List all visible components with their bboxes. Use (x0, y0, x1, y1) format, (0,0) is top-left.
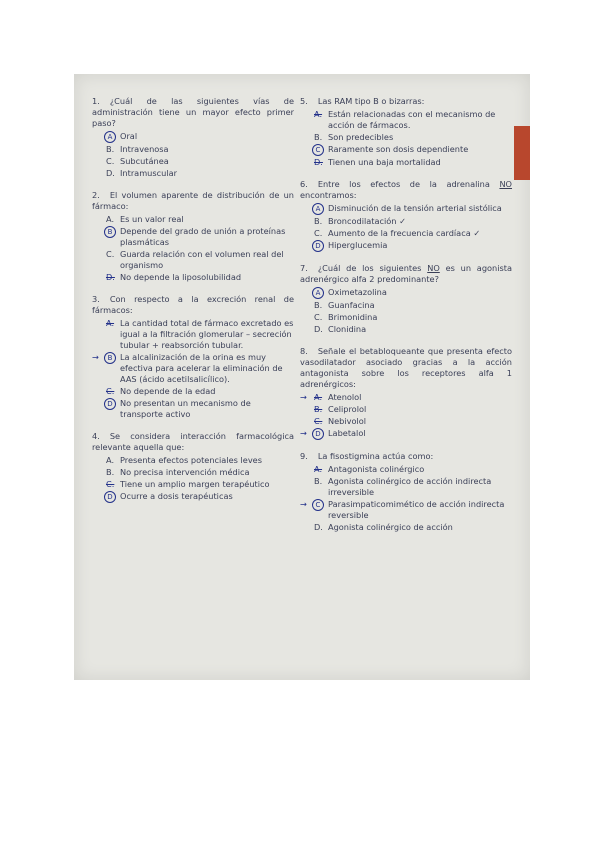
option-text: Clonidina (328, 324, 367, 334)
option-letter (314, 228, 328, 239)
answer-option[interactable] (106, 144, 294, 155)
option-letter (314, 416, 328, 427)
letter-text: B. (314, 476, 323, 486)
letter-text: C. (314, 228, 323, 238)
answer-option[interactable] (314, 522, 512, 533)
option-text: Presenta efectos potenciales leves (120, 455, 262, 465)
answer-option[interactable] (314, 464, 512, 475)
options (300, 287, 512, 335)
answer-option[interactable] (106, 156, 294, 167)
answer-option[interactable] (106, 491, 294, 503)
option-text: Hiperglucemia (328, 240, 388, 250)
letter-text: D. (314, 157, 323, 167)
letter-text: D (312, 240, 324, 252)
answer-option[interactable] (314, 228, 512, 239)
question-stem: Con respecto a la excreción renal de fármacos: (92, 294, 294, 315)
letter-text: B. (314, 300, 323, 310)
question-number: 4. (92, 431, 100, 441)
answer-option[interactable] (106, 168, 294, 179)
question-stem: La fisostigmina actúa como: (317, 451, 434, 461)
option-letter (314, 404, 328, 415)
stem-underlined: NO (499, 179, 513, 189)
question-stem: Se considera interacción farmacológica relevante aquella que: (92, 431, 294, 452)
question-2 (92, 190, 294, 283)
letter-text: C. (106, 156, 115, 166)
answer-option[interactable] (314, 203, 512, 215)
options (92, 214, 294, 283)
answer-option[interactable] (92, 352, 294, 385)
option-letter (314, 203, 328, 215)
answer-option[interactable] (314, 416, 512, 427)
option-letter (106, 144, 120, 155)
option-letter (92, 352, 120, 364)
answer-option[interactable] (106, 479, 294, 490)
letter-text: C. (314, 416, 323, 426)
letter-text: A. (314, 392, 323, 402)
option-letter (106, 386, 120, 397)
letter-text: C. (314, 312, 323, 322)
letter-text: A. (106, 318, 115, 328)
letter-text: C (312, 499, 324, 511)
letter-text: B. (106, 467, 115, 477)
answer-option[interactable] (314, 132, 512, 143)
option-text: La cantidad total de fármaco excretado es igual a la filtración glomerular – secreción tubular + reabsorción tubular. (120, 318, 294, 350)
letter-text: B. (314, 404, 323, 414)
question-3 (92, 294, 294, 420)
right-column (300, 96, 512, 544)
answer-option[interactable] (106, 467, 294, 478)
option-text: Subcutánea (120, 156, 169, 166)
options (300, 203, 512, 252)
letter-text: C. (106, 479, 115, 489)
option-letter (106, 131, 120, 143)
option-letter (314, 109, 328, 120)
letter-text: C (312, 144, 324, 156)
option-text: Agonista colinérgico de acción (328, 522, 453, 532)
letter-text: A (312, 203, 324, 215)
arrow-mark-icon: → (300, 392, 307, 402)
answer-option[interactable] (314, 144, 512, 156)
option-letter (314, 216, 328, 227)
question-number: 6. (300, 179, 308, 189)
question-stem: ¿Cuál de las siguientes vías de administración tiene un mayor efecto primer paso? (92, 96, 294, 128)
question-number: 2. (92, 190, 100, 200)
letter-text: B (104, 352, 116, 364)
stem-text: es un agonista adrenérgico alfa 2 predominante? (300, 263, 512, 284)
letter-text: B (104, 226, 116, 238)
option-letter (106, 455, 120, 466)
arrow-mark-icon: → (300, 499, 307, 509)
answer-option[interactable] (106, 455, 294, 466)
option-letter (106, 156, 120, 167)
answer-option[interactable] (106, 318, 294, 351)
answer-option[interactable] (300, 392, 512, 403)
option-letter (314, 287, 328, 299)
options (300, 392, 512, 440)
letter-text: D. (314, 324, 323, 334)
option-text: No depende de la edad (120, 386, 216, 396)
stem-underlined: NO (427, 263, 440, 273)
option-text: Depende del grado de unión a proteínas plasmáticas (120, 226, 286, 247)
option-text: No depende la liposolubilidad (120, 272, 242, 282)
option-text: Atenolol (328, 392, 362, 402)
option-text: No presentan un mecanismo de transporte activo (120, 398, 251, 419)
option-letter (314, 132, 328, 143)
question-8 (300, 346, 512, 440)
letter-text: D. (106, 168, 115, 178)
question-number: 8. (300, 346, 308, 356)
option-letter (314, 240, 328, 252)
answer-option[interactable] (106, 214, 294, 225)
letter-text: D (312, 428, 324, 440)
option-text: Oral (120, 131, 138, 141)
question-5 (300, 96, 512, 168)
option-letter (106, 491, 120, 503)
option-text: Celiprolol (328, 404, 367, 414)
option-letter (314, 522, 328, 533)
answer-option[interactable] (106, 272, 294, 283)
stem-text: ¿Cuál de los siguientes (317, 263, 422, 273)
option-text: Aumento de la frecuencia cardíaca ✓ (328, 228, 481, 238)
question-number: 1. (92, 96, 100, 106)
stem-text: encontramos: (300, 190, 357, 200)
option-letter (300, 428, 328, 440)
answer-option[interactable] (106, 131, 294, 143)
letter-text: B. (314, 216, 323, 226)
letter-text: C. (106, 386, 115, 396)
option-text: Guarda relación con el volumen real del organismo (120, 249, 284, 270)
left-column (92, 96, 294, 514)
option-letter (314, 157, 328, 168)
stem-text: Entre los efectos de la adrenalina (317, 179, 490, 189)
option-text: Disminución de la tensión arterial sistólica (328, 203, 502, 213)
option-text: Están relacionadas con el mecanismo de acción de fármacos. (328, 109, 496, 130)
question-stem: El volumen aparente de distribución de un fármaco: (92, 190, 294, 211)
letter-text: C. (106, 249, 115, 259)
option-text: Ocurre a dosis terapéuticas (120, 491, 233, 501)
option-letter (106, 168, 120, 179)
option-letter (300, 499, 328, 511)
option-text: Raramente son dosis dependiente (328, 144, 469, 154)
question-4 (92, 431, 294, 503)
option-letter (106, 398, 120, 410)
option-letter (106, 226, 120, 238)
answer-option[interactable] (106, 226, 294, 248)
option-text: Agonista colinérgico de acción indirecta irreversible (328, 476, 492, 497)
option-text: Antagonista colinérgico (328, 464, 425, 474)
question-number: 5. (300, 96, 308, 106)
option-text: No precisa intervención médica (120, 467, 250, 477)
answer-option[interactable] (314, 476, 512, 498)
letter-text: A. (314, 109, 323, 119)
letter-text: B. (314, 132, 323, 142)
letter-text: D (104, 491, 116, 503)
options (92, 455, 294, 503)
option-letter (314, 464, 328, 475)
answer-option[interactable] (106, 386, 294, 397)
answer-option[interactable] (106, 249, 294, 271)
question-1 (92, 96, 294, 179)
option-letter (106, 272, 120, 283)
option-letter (106, 467, 120, 478)
options (92, 131, 294, 179)
question-number: 7. (300, 263, 308, 273)
option-text: Nebivolol (328, 416, 367, 426)
question-6 (300, 179, 512, 252)
answer-option[interactable] (314, 157, 512, 168)
option-text: Es un valor real (120, 214, 184, 224)
option-letter (106, 249, 120, 260)
question-7 (300, 263, 512, 335)
letter-text: A (104, 131, 116, 143)
letter-text: D. (106, 272, 115, 282)
answer-option[interactable] (106, 398, 294, 420)
question-stem (300, 263, 512, 284)
option-letter (314, 324, 328, 335)
option-text: Intravenosa (120, 144, 169, 154)
option-text: Labetalol (328, 428, 366, 438)
question-stem: Señale el betabloqueante que presenta efecto vasodilatador asociado gracias a la acción antagonista sobre los receptores alfa 1 adrenérgicos: (300, 346, 512, 389)
arrow-mark-icon: → (92, 352, 99, 362)
answer-option[interactable] (314, 240, 512, 252)
option-letter (106, 214, 120, 225)
option-letter (314, 300, 328, 311)
question-9 (300, 451, 512, 533)
question-stem (300, 179, 512, 200)
option-text: Intramuscular (120, 168, 177, 178)
question-number: 3. (92, 294, 100, 304)
letter-text: D. (314, 522, 323, 532)
option-text: Parasimpaticomimético de acción indirecta reversible (328, 499, 505, 520)
option-text: Brimonidina (328, 312, 378, 322)
answer-option[interactable] (314, 216, 512, 227)
option-letter (106, 479, 120, 490)
letter-text: D (104, 398, 116, 410)
option-text: Oximetazolina (328, 287, 387, 297)
answer-option[interactable] (314, 312, 512, 323)
letter-text: A (312, 287, 324, 299)
options (300, 109, 512, 168)
red-paper-edge (514, 126, 530, 180)
option-text: Tienen una baja mortalidad (328, 157, 441, 167)
option-text: Broncodilatación ✓ (328, 216, 406, 226)
letter-text: B. (106, 144, 115, 154)
option-text: La alcalinización de la orina es muy efectiva para acelerar la eliminación de AAS (ácido acetilsalicílico). (120, 352, 283, 384)
answer-option[interactable] (314, 109, 512, 131)
options (92, 318, 294, 420)
option-letter (106, 318, 120, 329)
question-stem: Las RAM tipo B o bizarras: (317, 96, 425, 106)
letter-text: A. (106, 214, 115, 224)
option-letter (314, 312, 328, 323)
answer-option[interactable] (314, 324, 512, 335)
answer-option[interactable] (314, 287, 512, 299)
question-number: 9. (300, 451, 308, 461)
option-letter (314, 144, 328, 156)
answer-option[interactable] (314, 300, 512, 311)
answer-option[interactable] (314, 404, 512, 415)
option-text: Guanfacina (328, 300, 375, 310)
option-text: Son predecibles (328, 132, 394, 142)
option-letter (314, 476, 328, 487)
answer-option[interactable] (300, 428, 512, 440)
option-letter (300, 392, 328, 403)
letter-text: A. (314, 464, 323, 474)
answer-option[interactable] (300, 499, 512, 521)
option-text: Tiene un amplio margen terapéutico (120, 479, 270, 489)
letter-text: A. (106, 455, 115, 465)
exam-sheet (74, 74, 530, 680)
options (300, 464, 512, 533)
arrow-mark-icon: → (300, 428, 307, 438)
